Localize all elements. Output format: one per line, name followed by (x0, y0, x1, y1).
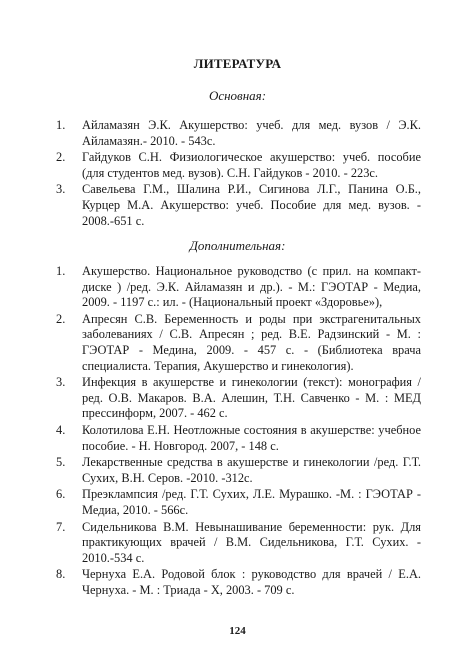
item-number: 1. (56, 118, 66, 132)
item-number: 6. (56, 487, 66, 502)
list-item (56, 375, 421, 422)
item-text: Апресян С.В. Беременность и роды при экстрагенитальных заболеваниях / С.В. Апресян ; ред. В.Е. Радзинский - М. : ГЭОТАР - Медина, 2009. - 457 с. - (Библиотека врача специалиста. Терапия, Акушерство и гинекология). (82, 311, 421, 373)
item-number: 4. (56, 422, 66, 437)
page-title: ЛИТЕРАТУРА (193, 56, 282, 71)
list-item (56, 150, 421, 181)
item-text: Сидельникова В.М. Невынашивание беременности: рук. Для практикующих врачей / В.М. Сидельникова, Г.Т. Сухих. - 2010.-534 с. (82, 519, 421, 565)
item-text: Чернуха Е.А. Родовой блок : руководство для врачей / Е.А. Чернуха. - М. : Триада - Х, 2003. - 709 с. (82, 567, 421, 597)
item-number: 3. (56, 182, 66, 197)
item-number: 1. (56, 264, 66, 278)
item-number: 5. (56, 455, 66, 470)
item-number: 3. (56, 375, 66, 390)
list-item (56, 264, 421, 311)
item-number: 7. (56, 519, 66, 534)
list-item (56, 567, 421, 598)
item-text: Инфекция в акушерстве и гинекологии (текст): монография / ред. О.В. Макаров. В.А. Алешин, Т.Н. Савченко - М. : МЕД прессинформ, 2007. - 462 с. (82, 375, 421, 421)
main-literature-heading: Основная: (208, 88, 267, 103)
list-item (56, 312, 421, 374)
list-item (56, 182, 421, 229)
item-text: Савельева Г.М., Шалина Р.И., Сигинова Л.Г., Панина О.Б., Курцер М.А. Акушерство: учеб. Пособие для мед. вузов. - 2008.-651 с. (82, 182, 421, 228)
additional-literature-list (56, 264, 421, 599)
item-number: 8. (56, 567, 66, 582)
item-number: 2. (56, 150, 66, 165)
list-item (56, 455, 421, 486)
item-text: Айламазян Э.К. Акушерство: учеб. для мед. вузов / Э.К. Айламазян.- 2010. - 543с. (82, 118, 421, 148)
item-text: Преэклампсия /ред. Г.Т. Сухих, Л.Е. Мурашко. -М. : ГЭОТАР - Медиа, 2010. - 566с. (82, 487, 421, 517)
list-item (56, 118, 421, 149)
item-text: Гайдуков С.Н. Физиологическое акушерство: учеб. пособие (для студентов мед. вузов). С.Н. Гайдуков - 2010. - 223с. (82, 150, 421, 180)
main-literature-list (56, 118, 421, 230)
list-item (56, 520, 421, 567)
page-number: 124 (229, 625, 246, 637)
list-item (56, 423, 421, 454)
item-text: Колотилова Е.Н. Неотложные состояния в акушерстве: учебное пособие. - Н. Новгород. 2007, - 148 с. (82, 422, 421, 453)
item-text: Акушерство. Национальное руководство (с прил. на компакт-диске ) /ред. Э.К. Айламазян и др.). - М.: ГЭОТАР - Медиа, 2009. - 1197 с.: ил. - (Национальный проект «Здоровье»), (82, 264, 421, 310)
item-text: Лекарственные средства в акушерстве и гинекологии /ред. Г.Т. Сухих, В.Н. Серов. -2010. -312с. (82, 455, 421, 485)
additional-literature-heading: Дополнительная: (189, 238, 286, 253)
list-item (56, 487, 421, 518)
item-number: 2. (56, 311, 66, 326)
